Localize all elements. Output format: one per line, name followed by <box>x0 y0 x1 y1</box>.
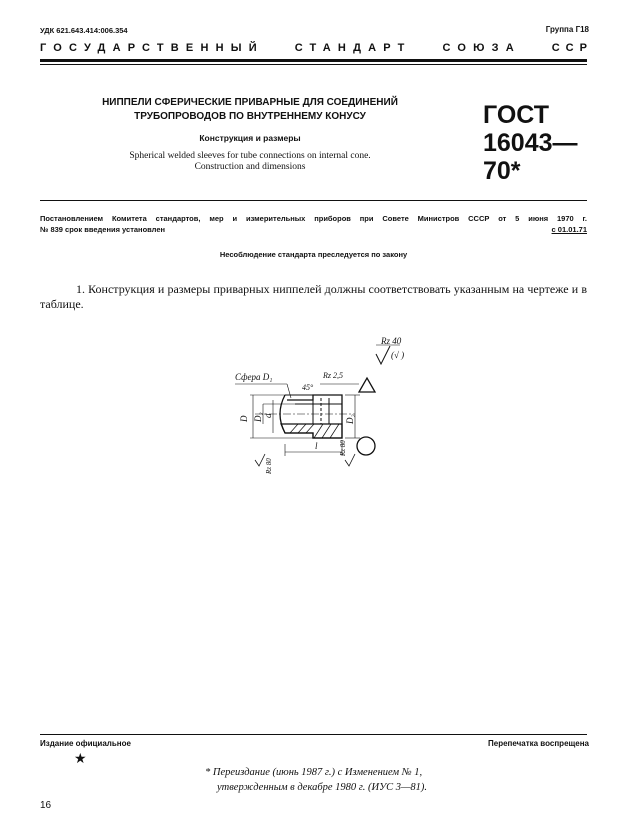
page-number: 16 <box>40 800 52 811</box>
gost-number: 16043—70* <box>483 129 578 185</box>
decree-line: Постановлением Комитета стандартов, мер и измерительных приборов при Совете Министров СССР от 5 июня 1970 г. <box>40 214 587 223</box>
section-rule <box>40 200 587 201</box>
decree-line-2 <box>40 225 587 234</box>
decree-text: № 839 срок введения установлен <box>40 225 166 234</box>
dim-d2-label: D₂ <box>253 412 263 422</box>
rz-side-label: Rz 2,5 <box>323 371 343 380</box>
sphere-label: Сфера D₁ <box>235 372 273 382</box>
header-rule-thin <box>40 64 587 65</box>
gost-label: ГОСТ <box>483 101 549 129</box>
english-title <box>70 151 430 173</box>
footer-rule <box>40 734 587 735</box>
header-rule-thick <box>40 59 587 62</box>
rz-bottom-right-label: Rz 80 <box>339 440 347 456</box>
document-subtitle: Конструкция и размеры <box>199 133 301 143</box>
law-notice: Несоблюдение стандарта преследуется по закону <box>219 250 408 259</box>
dim-d-label: D <box>239 415 249 422</box>
group-code: Группа Г18 <box>545 25 589 34</box>
official-edition: Издание официальное <box>40 739 131 748</box>
header-word: ССР <box>551 42 593 54</box>
star-icon: ★ <box>74 750 87 766</box>
document-title <box>70 96 430 124</box>
reissue-footnote <box>205 765 427 795</box>
standard-header <box>40 42 593 54</box>
english-title-line: Spherical welded sleeves for tube connections on internal cone. <box>129 151 371 161</box>
body-paragraph: 1. Конструкция и размеры приварных ниппелей должны соответствовать указанным на чертеже и в таблице. <box>40 282 587 311</box>
gost-designation <box>483 101 593 185</box>
udk-code: УДК 621.643.414:006.354 <box>40 26 128 35</box>
header-word: СТАНДАРТ <box>294 42 412 54</box>
chamfer-label: 45° <box>302 383 314 392</box>
reprint-notice: Перепечатка воспрещена <box>488 739 589 748</box>
footnote-line: * Переиздание (июнь 1987 г.) с Изменением № 1, <box>205 767 423 778</box>
rz-top-suffix: (√ ) <box>391 350 405 360</box>
dim-l-label: l <box>315 441 318 451</box>
dim-d3-label: D₂ <box>345 414 355 424</box>
header-word: ГОСУДАРСТВЕННЫЙ <box>40 42 264 54</box>
header-word: СОЮЗА <box>442 42 521 54</box>
rz-bottom-left-label: Rz 80 <box>265 458 273 474</box>
dim-d-small-label: d <box>263 413 273 418</box>
effective-date: с 01.01.71 <box>551 225 587 234</box>
nipple-drawing <box>195 332 415 482</box>
footnote-line: утвержденным в декабре 1980 г. (ИУС 3—81). <box>217 782 427 793</box>
title-line: ТРУБОПРОВОДОВ ПО ВНУТРЕННЕМУ КОНУСУ <box>134 111 366 122</box>
title-line: НИППЕЛИ СФЕРИЧЕСКИЕ ПРИВАРНЫЕ ДЛЯ СОЕДИНЕНИЙ <box>102 97 398 108</box>
english-title-line: Construction and dimensions <box>194 162 306 172</box>
rz-top-label: Rz 40 <box>381 336 402 346</box>
